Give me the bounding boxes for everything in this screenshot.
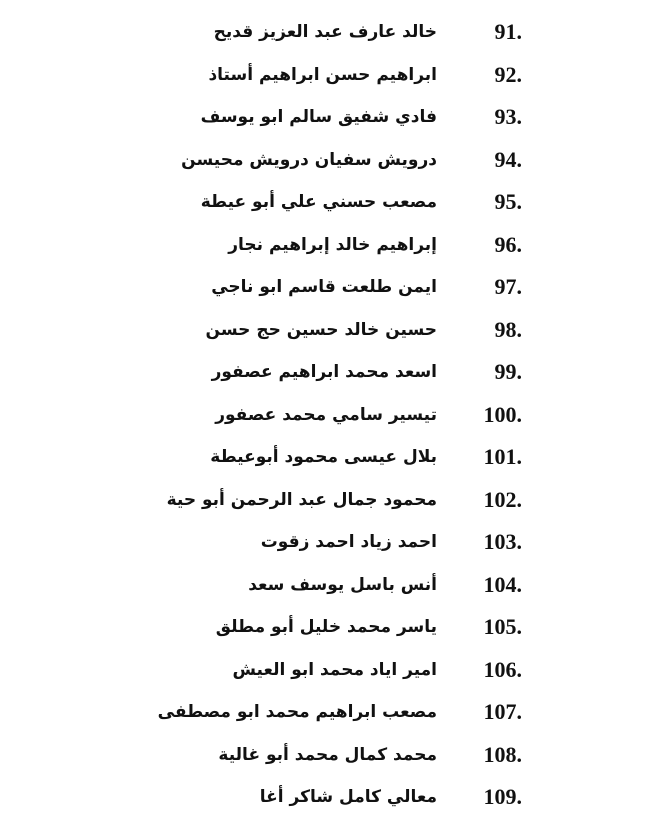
item-name: ابراهيم حسن ابراهيم أستاذ <box>208 64 437 85</box>
item-name: تيسير سامي محمد عصفور <box>215 404 437 425</box>
list-item <box>0 13 662 56</box>
item-number: 106. <box>483 656 522 682</box>
list-item <box>0 311 662 354</box>
item-name: ايمن طلعت قاسم ابو ناجي <box>211 277 437 297</box>
list-item <box>0 396 662 439</box>
item-number: 105. <box>483 614 522 639</box>
item-number: 93. <box>494 104 522 129</box>
item-number: 91. <box>494 19 522 44</box>
item-name: ياسر محمد خليل أبو مطلق <box>215 617 437 637</box>
list-item <box>0 523 662 566</box>
list-item <box>0 481 662 524</box>
numbered-name-list <box>0 13 662 821</box>
list-item <box>0 183 662 226</box>
item-name: فادي شفيق سالم ابو يوسف <box>200 107 437 127</box>
item-number: 102. <box>483 486 522 512</box>
item-name: محمد كمال محمد أبو غالية <box>218 744 437 765</box>
item-number: 108. <box>483 741 522 767</box>
item-number: 92. <box>494 61 522 87</box>
list-item <box>0 736 662 779</box>
list-item <box>0 566 662 609</box>
list-item <box>0 693 662 736</box>
item-name: مصعب ابراهيم محمد ابو مصطفى <box>157 702 437 722</box>
list-item <box>0 778 662 821</box>
item-number: 96. <box>494 231 522 257</box>
item-number: 97. <box>494 274 522 299</box>
list-item <box>0 438 662 481</box>
item-name: معالي كامل شاكر أغا <box>259 787 437 807</box>
item-number: 98. <box>494 316 522 342</box>
item-number: 103. <box>483 529 522 554</box>
item-number: 99. <box>494 359 522 384</box>
item-number: 101. <box>483 444 522 469</box>
item-number: 100. <box>483 401 522 427</box>
list-item <box>0 651 662 694</box>
item-number: 109. <box>483 784 522 809</box>
item-name: محمود جمال عبد الرحمن أبو حية <box>166 489 437 510</box>
list-item <box>0 98 662 141</box>
item-name: احمد زياد احمد زقوت <box>260 532 437 552</box>
item-number: 94. <box>494 146 522 172</box>
list-item <box>0 141 662 184</box>
list-item <box>0 268 662 311</box>
item-number: 107. <box>483 699 522 724</box>
item-name: أنس باسل يوسف سعد <box>248 574 437 595</box>
list-item <box>0 56 662 99</box>
item-number: 104. <box>483 571 522 597</box>
item-name: بلال عيسى محمود أبوعيطة <box>210 447 437 467</box>
item-name: حسين خالد حسين حج حسن <box>205 319 437 340</box>
list-item <box>0 353 662 396</box>
item-name: إبراهيم خالد إبراهيم نجار <box>228 234 437 255</box>
item-name: خالد عارف عبد العزيز قديح <box>213 22 437 42</box>
item-name: درويش سفيان درويش محيسن <box>181 149 437 170</box>
item-name: امير اياد محمد ابو العيش <box>232 659 437 680</box>
item-name: اسعد محمد ابراهيم عصفور <box>211 362 437 382</box>
list-item <box>0 608 662 651</box>
list-item <box>0 226 662 269</box>
item-number: 95. <box>494 189 522 214</box>
item-name: مصعب حسني علي أبو عيطة <box>200 192 437 212</box>
